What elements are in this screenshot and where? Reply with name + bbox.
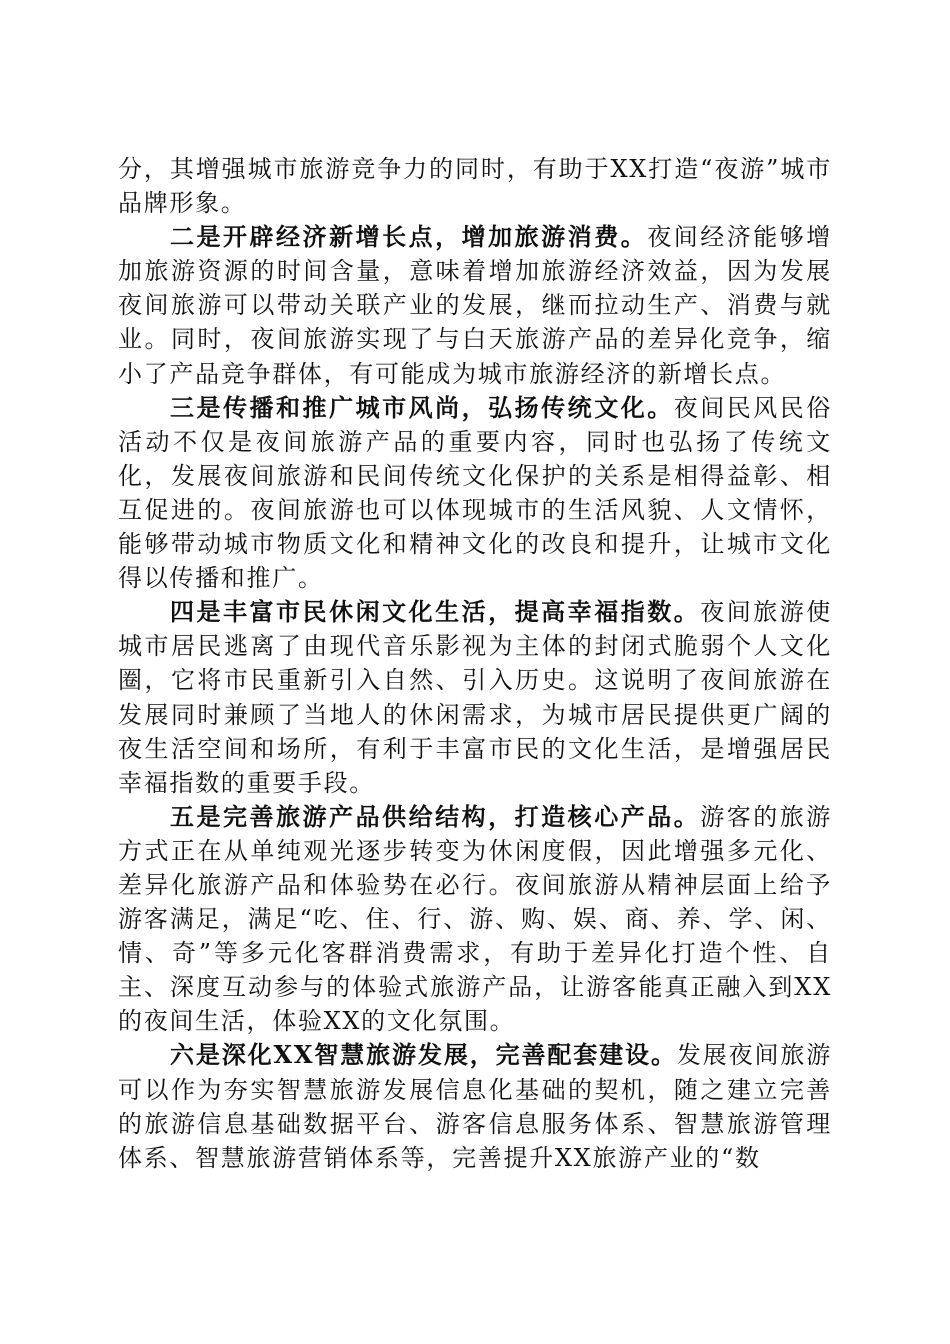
paragraph-2: [118, 220, 832, 390]
paragraph-3-heading: 三是传播和推广城市风尚，弘扬传统文化。: [170, 392, 674, 422]
paragraph-6: [118, 1038, 832, 1174]
paragraph-4-text: 夜间旅游使城市居民逃离了由现代音乐影视为主体的封闭式脆弱个人文化圈，它将市民重新引入自然、引入历史。这说明了夜间旅游在发展同时兼顾了当地人的休闲需求，为城市居民提供更广阔的夜生活空间和场所，有利于丰富市民的文化生活，是增强居民幸福指数的重要手段。: [118, 598, 832, 797]
paragraph-5-heading: 五是完善旅游产品供给结构，打造核心产品。: [170, 801, 701, 831]
paragraph-6-text: 发展夜间旅游可以作为夯实智慧旅游发展信息化基础的契机，随之建立完善的旅游信息基础数据平台、游客信息服务体系、智慧旅游管理体系、智慧旅游营销体系等，完善提升XX旅游产业的“数: [118, 1041, 832, 1172]
paragraph-3: [118, 391, 832, 596]
paragraph-2-text: 夜间经济能够增加旅游资源的时间含量，意味着增加旅游经济效益，因为发展夜间旅游可以带动关联产业的发展，继而拉动生产、消费与就业。同时，夜间旅游实现了与白天旅游产品的差异化竞争，缩小了产品竞争群体，有可能成为城市旅游经济的新增长点。: [118, 223, 832, 388]
document-page: [118, 152, 832, 1212]
paragraph-3-text: 夜间民风民俗活动不仅是夜间旅游产品的重要内容，同时也弘扬了传统文化，发展夜间旅游和民间传统文化保护的关系是相得益彰、相互促进的。夜间旅游也可以体现城市的生活风貌、人文情怀，能够带动城市物质文化和精神文化的改良和提升，让城市文化得以传播和推广。: [118, 393, 832, 593]
paragraph-5: [118, 800, 832, 1039]
paragraph-6-heading: 六是深化XX智慧旅游发展，完善配套建设。: [170, 1040, 677, 1070]
paragraph-1-text: 分，其增强城市旅游竞争力的同时，有助于XX打造“夜游”城市品牌形象。: [118, 155, 832, 218]
paragraph-4-heading: 四是丰富市民休闲文化生活，提高幸福指数。: [170, 597, 701, 627]
paragraph-2-heading: 二是开辟经济新增长点，增加旅游消费。: [170, 222, 648, 252]
paragraph-1-continuation: [118, 152, 832, 220]
paragraph-5-text: 游客的旅游方式正在从单纯观光逐步转变为休闲度假，因此增强多元化、差异化旅游产品和体验势在必行。夜间旅游从精神层面上给予游客满足，满足“吃、住、行、游、购、娱、商、养、学、闲、情、奇”等多元化客群消费需求，有助于差异化打造个性、自主、深度互动参与的体验式旅游产品，让游客能真正融入到XX的夜间生活，体验XX的文化氛围。: [118, 802, 832, 1036]
paragraph-4: [118, 595, 832, 800]
